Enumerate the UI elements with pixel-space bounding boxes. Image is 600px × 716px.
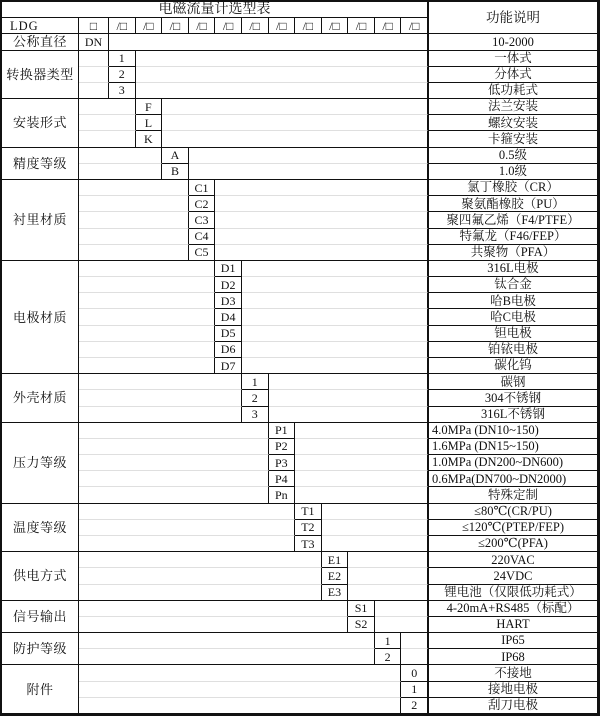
code-cell: P3 — [269, 455, 296, 471]
code-cell: 2 — [109, 67, 136, 83]
group-label: 衬里材质 — [2, 180, 79, 261]
empty-cell — [269, 407, 429, 423]
empty-cell — [79, 390, 242, 406]
empty-cell — [401, 649, 428, 665]
empty-cell — [79, 601, 348, 617]
code-cell: 1 — [109, 51, 136, 67]
group-label: 电极材质 — [2, 261, 79, 374]
code-cell: D2 — [215, 277, 242, 293]
code-cell: C2 — [189, 196, 216, 212]
group-label: 外壳材质 — [2, 374, 79, 423]
empty-cell — [295, 487, 428, 503]
empty-cell — [242, 358, 428, 374]
group-label: 温度等级 — [2, 504, 79, 553]
code-cell: P1 — [269, 423, 296, 439]
empty-cell — [162, 131, 428, 147]
empty-cell — [79, 51, 109, 67]
code-cell: T1 — [295, 504, 322, 520]
empty-cell — [295, 439, 428, 455]
desc-cell: 哈B电极 — [428, 293, 598, 309]
empty-cell — [242, 326, 428, 342]
code-cell: D1 — [215, 261, 242, 277]
desc-cell: ≤200℃(PFA) — [428, 536, 598, 552]
code-slot-cell: /□ — [242, 18, 269, 34]
desc-cell: 螺纹安装 — [428, 115, 598, 131]
code-cell: 2 — [242, 390, 269, 406]
desc-cell: 钽电极 — [428, 326, 598, 342]
group-label: 转换器类型 — [2, 51, 79, 100]
empty-cell — [79, 261, 215, 277]
empty-cell — [79, 471, 269, 487]
empty-cell — [242, 342, 428, 358]
desc-cell: 卡箍安装 — [428, 131, 598, 147]
group-label: 信号输出 — [2, 601, 79, 633]
empty-cell — [269, 374, 429, 390]
code-cell: D5 — [215, 326, 242, 342]
code-slot-cell: /□ — [401, 18, 428, 34]
desc-cell: 316L电极 — [428, 261, 598, 277]
empty-cell — [269, 390, 429, 406]
empty-cell — [79, 649, 375, 665]
empty-cell — [136, 67, 428, 83]
code-cell: C4 — [189, 229, 216, 245]
empty-cell — [79, 67, 109, 83]
empty-cell — [348, 585, 428, 601]
empty-cell — [295, 455, 428, 471]
code-slot-cell: /□ — [162, 18, 189, 34]
empty-cell — [322, 536, 428, 552]
empty-cell — [215, 196, 428, 212]
empty-cell — [79, 309, 215, 325]
desc-cell: 1.0MPa (DN200~DN600) — [428, 455, 598, 471]
desc-cell: 一体式 — [428, 51, 598, 67]
code-cell: F — [136, 99, 163, 115]
empty-cell — [79, 568, 322, 584]
desc-cell: 不接地 — [428, 665, 598, 681]
empty-cell — [79, 665, 401, 681]
desc-cell: 304不锈钢 — [428, 390, 598, 406]
desc-cell: 4-20mA+RS485（标配） — [428, 601, 598, 617]
first-code-slot-cell: □ — [79, 18, 109, 34]
empty-cell — [215, 245, 428, 261]
group-label: 精度等级 — [2, 148, 79, 180]
group-label: 压力等级 — [2, 423, 79, 504]
empty-cell — [79, 504, 295, 520]
code-cell: D3 — [215, 293, 242, 309]
empty-cell — [242, 309, 428, 325]
empty-cell — [215, 229, 428, 245]
code-cell: D6 — [215, 342, 242, 358]
desc-cell: 1.6MPa (DN15~150) — [428, 439, 598, 455]
desc-cell: 刮刀电极 — [428, 698, 598, 714]
code-cell: S2 — [348, 617, 375, 633]
empty-cell — [79, 229, 189, 245]
empty-cell — [79, 487, 269, 503]
code-cell: A — [162, 148, 189, 164]
code-cell: 0 — [401, 665, 428, 681]
empty-cell — [79, 245, 189, 261]
code-slot-cell: /□ — [322, 18, 349, 34]
desc-cell: IP65 — [428, 633, 598, 649]
table-title: 电磁流量计选型表 — [2, 2, 428, 18]
code-cell: 1 — [242, 374, 269, 390]
desc-cell: 氯丁橡胶（CR） — [428, 180, 598, 196]
desc-cell: 聚氨酯橡胶（PU） — [428, 196, 598, 212]
code-cell: E2 — [322, 568, 349, 584]
empty-cell — [79, 148, 162, 164]
code-cell: K — [136, 131, 163, 147]
desc-cell: IP68 — [428, 649, 598, 665]
empty-cell — [348, 552, 428, 568]
code-cell: E3 — [322, 585, 349, 601]
code-cell: 1 — [375, 633, 402, 649]
desc-cell: 0.6MPa(DN700~DN2000) — [428, 471, 598, 487]
empty-cell — [79, 520, 295, 536]
desc-cell: 220VAC — [428, 552, 598, 568]
empty-cell — [79, 585, 322, 601]
code-cell: C3 — [189, 212, 216, 228]
empty-cell — [79, 552, 322, 568]
code-cell: E1 — [322, 552, 349, 568]
desc-cell: 4.0MPa (DN10~150) — [428, 423, 598, 439]
desc-cell: HART — [428, 617, 598, 633]
empty-cell — [295, 471, 428, 487]
desc-cell: 特氟龙（F46/FEP） — [428, 229, 598, 245]
desc-cell: 低功耗式 — [428, 83, 598, 99]
code-slot-cell: /□ — [215, 18, 242, 34]
code-cell: L — [136, 115, 163, 131]
code-cell: 3 — [242, 407, 269, 423]
empty-cell — [348, 568, 428, 584]
empty-cell — [375, 617, 428, 633]
empty-cell — [79, 536, 295, 552]
group-label: 防护等级 — [2, 633, 79, 665]
desc-cell: 聚四氟乙烯（F4/PTFE） — [428, 212, 598, 228]
empty-cell — [215, 212, 428, 228]
desc-cell: 法兰安装 — [428, 99, 598, 115]
empty-cell — [322, 520, 428, 536]
empty-cell — [79, 326, 215, 342]
code-cell: 1 — [401, 682, 428, 698]
empty-cell — [401, 633, 428, 649]
code-cell: C1 — [189, 180, 216, 196]
desc-cell: 锂电池（仅限低功耗式） — [428, 585, 598, 601]
empty-cell — [79, 212, 189, 228]
empty-cell — [242, 261, 428, 277]
empty-cell — [189, 148, 428, 164]
code-cell: D4 — [215, 309, 242, 325]
empty-cell — [79, 115, 136, 131]
desc-cell: ≤120℃(PTEP/FEP) — [428, 520, 598, 536]
group-label: 供电方式 — [2, 552, 79, 601]
code-cell: T2 — [295, 520, 322, 536]
empty-cell — [79, 131, 136, 147]
empty-cell — [242, 293, 428, 309]
group-label: 安装形式 — [2, 99, 79, 148]
empty-cell — [79, 293, 215, 309]
code-cell: C5 — [189, 245, 216, 261]
code-cell: 2 — [375, 649, 402, 665]
code-cell: 2 — [401, 698, 428, 714]
empty-cell — [79, 682, 401, 698]
empty-cell — [109, 34, 428, 50]
empty-cell — [79, 455, 269, 471]
empty-cell — [322, 504, 428, 520]
empty-cell — [189, 164, 428, 180]
group-label: 附件 — [2, 665, 79, 714]
code-slot-cell: /□ — [109, 18, 136, 34]
code-cell: B — [162, 164, 189, 180]
desc-cell: 24VDC — [428, 568, 598, 584]
empty-cell — [79, 358, 215, 374]
desc-cell: 共聚物（PFA） — [428, 245, 598, 261]
empty-cell — [79, 407, 242, 423]
function-header: 功能说明 — [428, 2, 598, 34]
empty-cell — [375, 601, 428, 617]
empty-cell — [162, 99, 428, 115]
code-slot-cell: /□ — [295, 18, 322, 34]
desc-cell: 钛合金 — [428, 277, 598, 293]
empty-cell — [295, 423, 428, 439]
desc-cell: 分体式 — [428, 67, 598, 83]
empty-cell — [79, 164, 162, 180]
empty-cell — [162, 115, 428, 131]
empty-cell — [79, 83, 109, 99]
code-cell: 3 — [109, 83, 136, 99]
desc-cell: 哈C电极 — [428, 309, 598, 325]
code-cell: T3 — [295, 536, 322, 552]
code-slot-cell: /□ — [269, 18, 296, 34]
code-cell: DN — [79, 34, 109, 50]
desc-cell: 10-2000 — [428, 34, 598, 50]
desc-cell: 碳钢 — [428, 374, 598, 390]
desc-cell: 1.0级 — [428, 164, 598, 180]
code-cell: P4 — [269, 471, 296, 487]
empty-cell — [79, 196, 189, 212]
empty-cell — [79, 698, 401, 714]
desc-cell: 特殊定制 — [428, 487, 598, 503]
code-cell: D7 — [215, 358, 242, 374]
code-slot-cell: /□ — [189, 18, 216, 34]
code-cell: P2 — [269, 439, 296, 455]
desc-cell: 铂铱电极 — [428, 342, 598, 358]
model-prefix-cell: LDG — [2, 18, 79, 34]
empty-cell — [136, 51, 428, 67]
code-cell: S1 — [348, 601, 375, 617]
empty-cell — [79, 423, 269, 439]
code-slot-cell: /□ — [375, 18, 402, 34]
empty-cell — [136, 83, 428, 99]
empty-cell — [79, 342, 215, 358]
desc-cell: ≤80℃(CR/PU) — [428, 504, 598, 520]
desc-cell: 接地电极 — [428, 682, 598, 698]
empty-cell — [79, 633, 375, 649]
desc-cell: 316L不锈钢 — [428, 407, 598, 423]
code-cell: Pn — [269, 487, 296, 503]
code-slot-cell: /□ — [348, 18, 375, 34]
empty-cell — [79, 99, 136, 115]
empty-cell — [242, 277, 428, 293]
empty-cell — [79, 439, 269, 455]
empty-cell — [79, 617, 348, 633]
group-label: 公称直径 — [2, 34, 79, 50]
desc-cell: 0.5级 — [428, 148, 598, 164]
empty-cell — [215, 180, 428, 196]
desc-cell: 碳化钨 — [428, 358, 598, 374]
code-slot-cell: /□ — [136, 18, 163, 34]
empty-cell — [79, 180, 189, 196]
empty-cell — [79, 277, 215, 293]
empty-cell — [79, 374, 242, 390]
